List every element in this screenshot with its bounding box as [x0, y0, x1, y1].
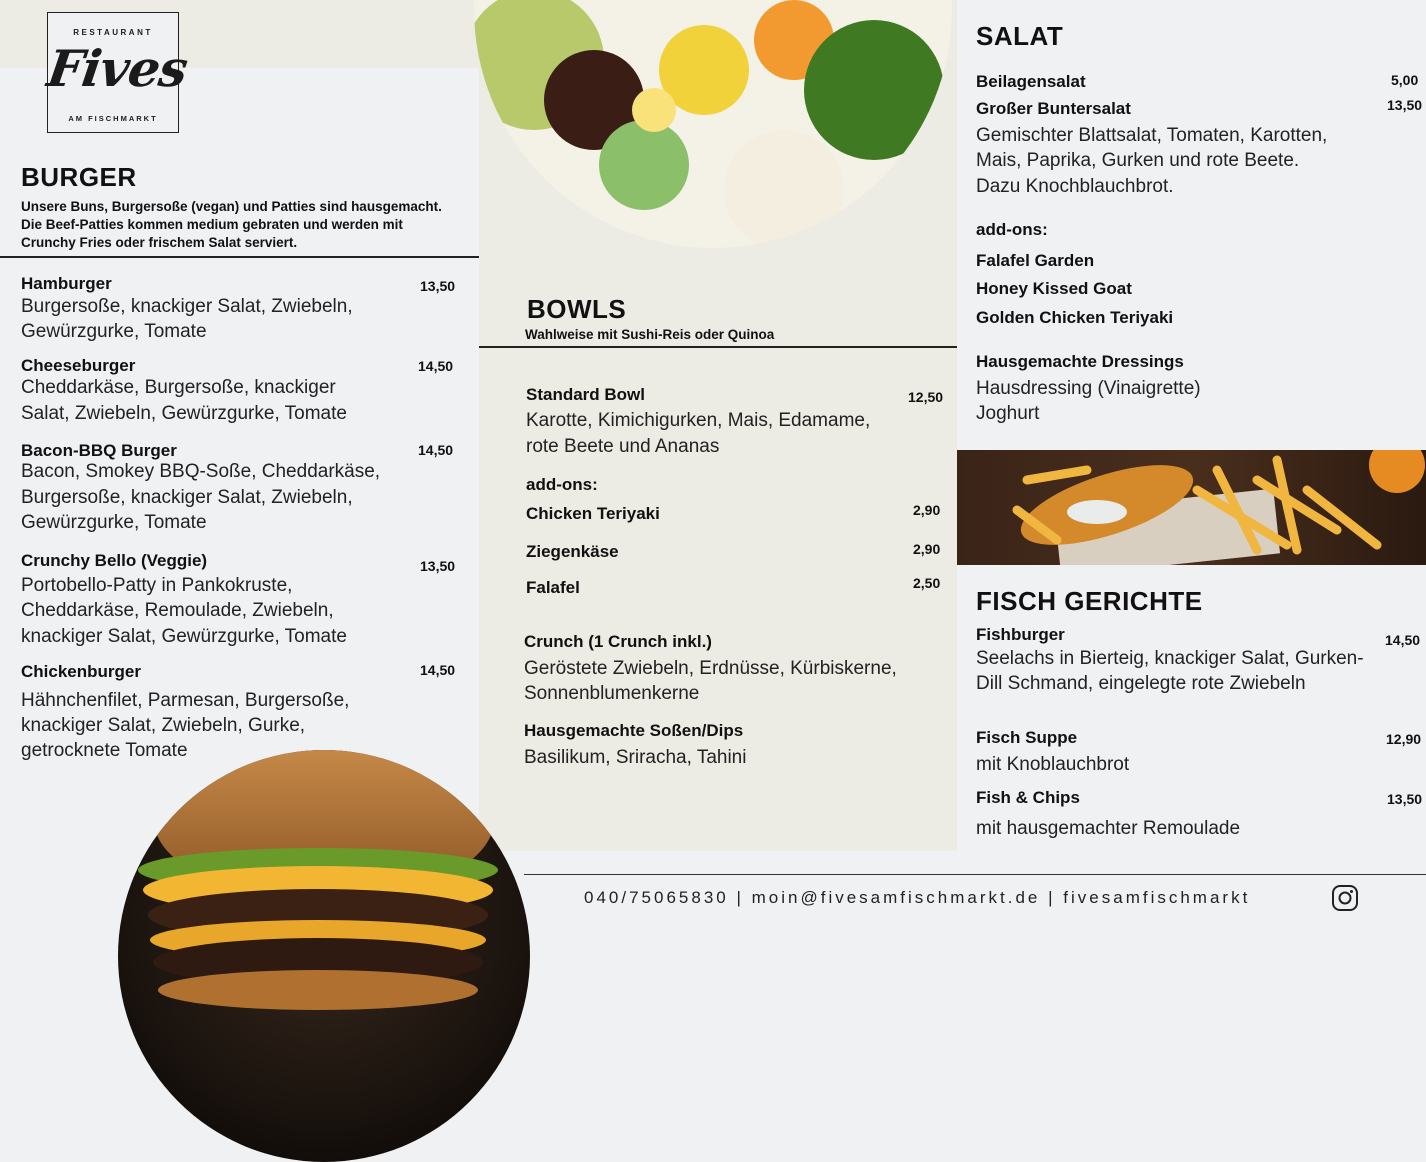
bowls-subtitle: Wahlweise mit Sushi-Reis oder Quinoa — [525, 327, 775, 342]
addon-falafel-garden: Falafel Garden — [976, 251, 1095, 270]
desc-cheeseburger-1: Cheddarkäse, Burgersoße, knackiger — [21, 377, 336, 398]
desc-fisch-suppe: mit Knoblauchbrot — [976, 754, 1130, 775]
logo-bottom-text: AM FISCHMARKT — [68, 114, 158, 123]
menu-item-fishburger: Fishburger — [976, 625, 1065, 644]
burger-intro-3: Crunchy Fries oder frischem Salat serviert. — [21, 235, 298, 250]
desc-chickenburger-3: getrocknete Tomate — [21, 740, 188, 761]
menu-item-beilagensalat: Beilagensalat — [976, 72, 1086, 91]
menu-item-cheeseburger: Cheeseburger — [21, 356, 136, 375]
price-cheeseburger: 14,50 — [418, 358, 454, 374]
price-ziegenkaese: 2,90 — [913, 541, 941, 557]
bowls-title: BOWLS — [527, 294, 627, 324]
footer-phone[interactable]: 040/75065830 — [584, 888, 729, 907]
burger-photo — [118, 750, 530, 1162]
desc-dressings-1: Hausdressing (Vinaigrette) — [976, 378, 1201, 399]
desc-crunchy-bello-2: Cheddarkäse, Remoulade, Zwiebeln, — [21, 600, 334, 621]
desc-crunchy-bello-1: Portobello-Patty in Pankokruste, — [21, 575, 293, 596]
addon-chicken-teriyaki: Chicken Teriyaki — [526, 504, 660, 523]
price-hamburger: 13,50 — [420, 278, 456, 294]
addon-honey-kissed-goat: Honey Kissed Goat — [976, 279, 1132, 298]
desc-salat-2: Mais, Paprika, Gurken und rote Beete. — [976, 150, 1300, 171]
desc-bacon-bbq-2: Burgersoße, knackiger Salat, Zwiebeln, — [21, 487, 353, 508]
price-chickenburger: 14,50 — [420, 662, 456, 678]
desc-standard-bowl-2: rote Beete und Ananas — [526, 436, 720, 457]
desc-salat-3: Dazu Knochblauchbrot. — [976, 176, 1174, 197]
burger-title: BURGER — [21, 162, 137, 192]
price-standard-bowl: 12,50 — [908, 389, 944, 405]
price-falafel: 2,50 — [913, 575, 941, 591]
desc-chickenburger-2: knackiger Salat, Zwiebeln, Gurke, — [21, 715, 306, 736]
logo-top-text: RESTAURANT — [73, 28, 153, 37]
price-beilagensalat: 5,00 — [1391, 72, 1419, 88]
menu-item-standard-bowl: Standard Bowl — [526, 385, 646, 404]
footer-email[interactable]: moin@fivesamfischmarkt.de — [751, 888, 1041, 907]
footer-instagram-handle[interactable]: fivesamfischmarkt — [1063, 888, 1251, 907]
desc-chickenburger-1: Hähnchenfilet, Parmesan, Burgersoße, — [21, 690, 350, 711]
burger-intro-2: Die Beef-Patties kommen medium gebraten und werden mit — [21, 217, 403, 232]
restaurant-logo — [43, 12, 191, 133]
desc-crunchy-bello-3: knackiger Salat, Gewürzgurke, Tomate — [21, 626, 347, 647]
bowls-addons-label: add-ons: — [526, 475, 598, 494]
price-fish-chips: 13,50 — [1387, 791, 1423, 807]
menu-item-sauces: Hausgemachte Soßen/Dips — [524, 721, 744, 740]
price-fisch-suppe: 12,90 — [1386, 731, 1422, 747]
salat-title: SALAT — [976, 21, 1064, 51]
footer-divider — [524, 874, 1426, 875]
desc-salat-1: Gemischter Blattsalat, Tomaten, Karotten, — [976, 125, 1328, 146]
desc-bacon-bbq-1: Bacon, Smokey BBQ-Soße, Cheddarkäse, — [21, 461, 381, 482]
salat-addons-label: add-ons: — [976, 220, 1048, 239]
menu-item-chickenburger: Chickenburger — [21, 662, 141, 681]
logo-name: Fives — [43, 39, 191, 98]
desc-hamburger-2: Gewürzgurke, Tomate — [21, 321, 207, 342]
footer-separator: | — [736, 888, 744, 907]
addon-ziegenkaese: Ziegenkäse — [526, 542, 619, 561]
desc-fishburger-1: Seelachs in Bierteig, knackiger Salat, Gurken- — [976, 648, 1364, 669]
desc-crunch-1: Geröstete Zwiebeln, Erdnüsse, Kürbiskerne, — [524, 658, 897, 679]
menu-item-crunch: Crunch (1 Crunch inkl.) — [524, 632, 712, 651]
burger-intro-1: Unsere Buns, Burgersoße (vegan) und Patties sind hausgemacht. — [21, 199, 442, 214]
price-fishburger: 14,50 — [1385, 632, 1421, 648]
menu-item-dressings: Hausgemachte Dressings — [976, 352, 1184, 371]
menu-item-fisch-suppe: Fisch Suppe — [976, 728, 1078, 747]
price-crunchy-bello: 13,50 — [420, 558, 456, 574]
desc-bacon-bbq-3: Gewürzgurke, Tomate — [21, 512, 207, 533]
addon-falafel: Falafel — [526, 578, 580, 597]
burger-divider — [0, 256, 479, 258]
addon-golden-chicken-teriyaki: Golden Chicken Teriyaki — [976, 308, 1174, 327]
price-bacon-bbq: 14,50 — [418, 442, 454, 458]
desc-dressings-2: Joghurt — [976, 403, 1040, 424]
price-chicken-teriyaki: 2,90 — [913, 502, 941, 518]
desc-sauces: Basilikum, Sriracha, Tahini — [524, 747, 747, 768]
desc-fishburger-2: Dill Schmand, eingelegte rote Zwiebeln — [976, 673, 1306, 694]
desc-cheeseburger-2: Salat, Zwiebeln, Gewürzgurke, Tomate — [21, 403, 347, 424]
menu-item-bacon-bbq: Bacon-BBQ Burger — [21, 441, 177, 460]
footer-contact — [584, 888, 1250, 908]
desc-fish-chips: mit hausgemachter Remoulade — [976, 818, 1241, 839]
menu-item-grosser-buntersalat: Großer Buntersalat — [976, 99, 1131, 118]
menu-item-hamburger: Hamburger — [21, 274, 112, 293]
instagram-icon[interactable] — [1331, 884, 1359, 912]
footer-bar — [479, 851, 1426, 921]
menu-item-fish-chips: Fish & Chips — [976, 788, 1080, 807]
price-grosser-buntersalat: 13,50 — [1387, 97, 1423, 113]
desc-hamburger-1: Burgersoße, knackiger Salat, Zwiebeln, — [21, 296, 353, 317]
footer-separator: | — [1048, 888, 1056, 907]
desc-crunch-2: Sonnenblumenkerne — [524, 683, 700, 704]
desc-standard-bowl-1: Karotte, Kimichigurken, Mais, Edamame, — [526, 410, 871, 431]
bowls-divider — [479, 346, 957, 348]
fish-photo — [957, 450, 1426, 565]
menu-item-crunchy-bello: Crunchy Bello (Veggie) — [21, 551, 208, 570]
fisch-title: FISCH GERICHTE — [976, 586, 1203, 616]
